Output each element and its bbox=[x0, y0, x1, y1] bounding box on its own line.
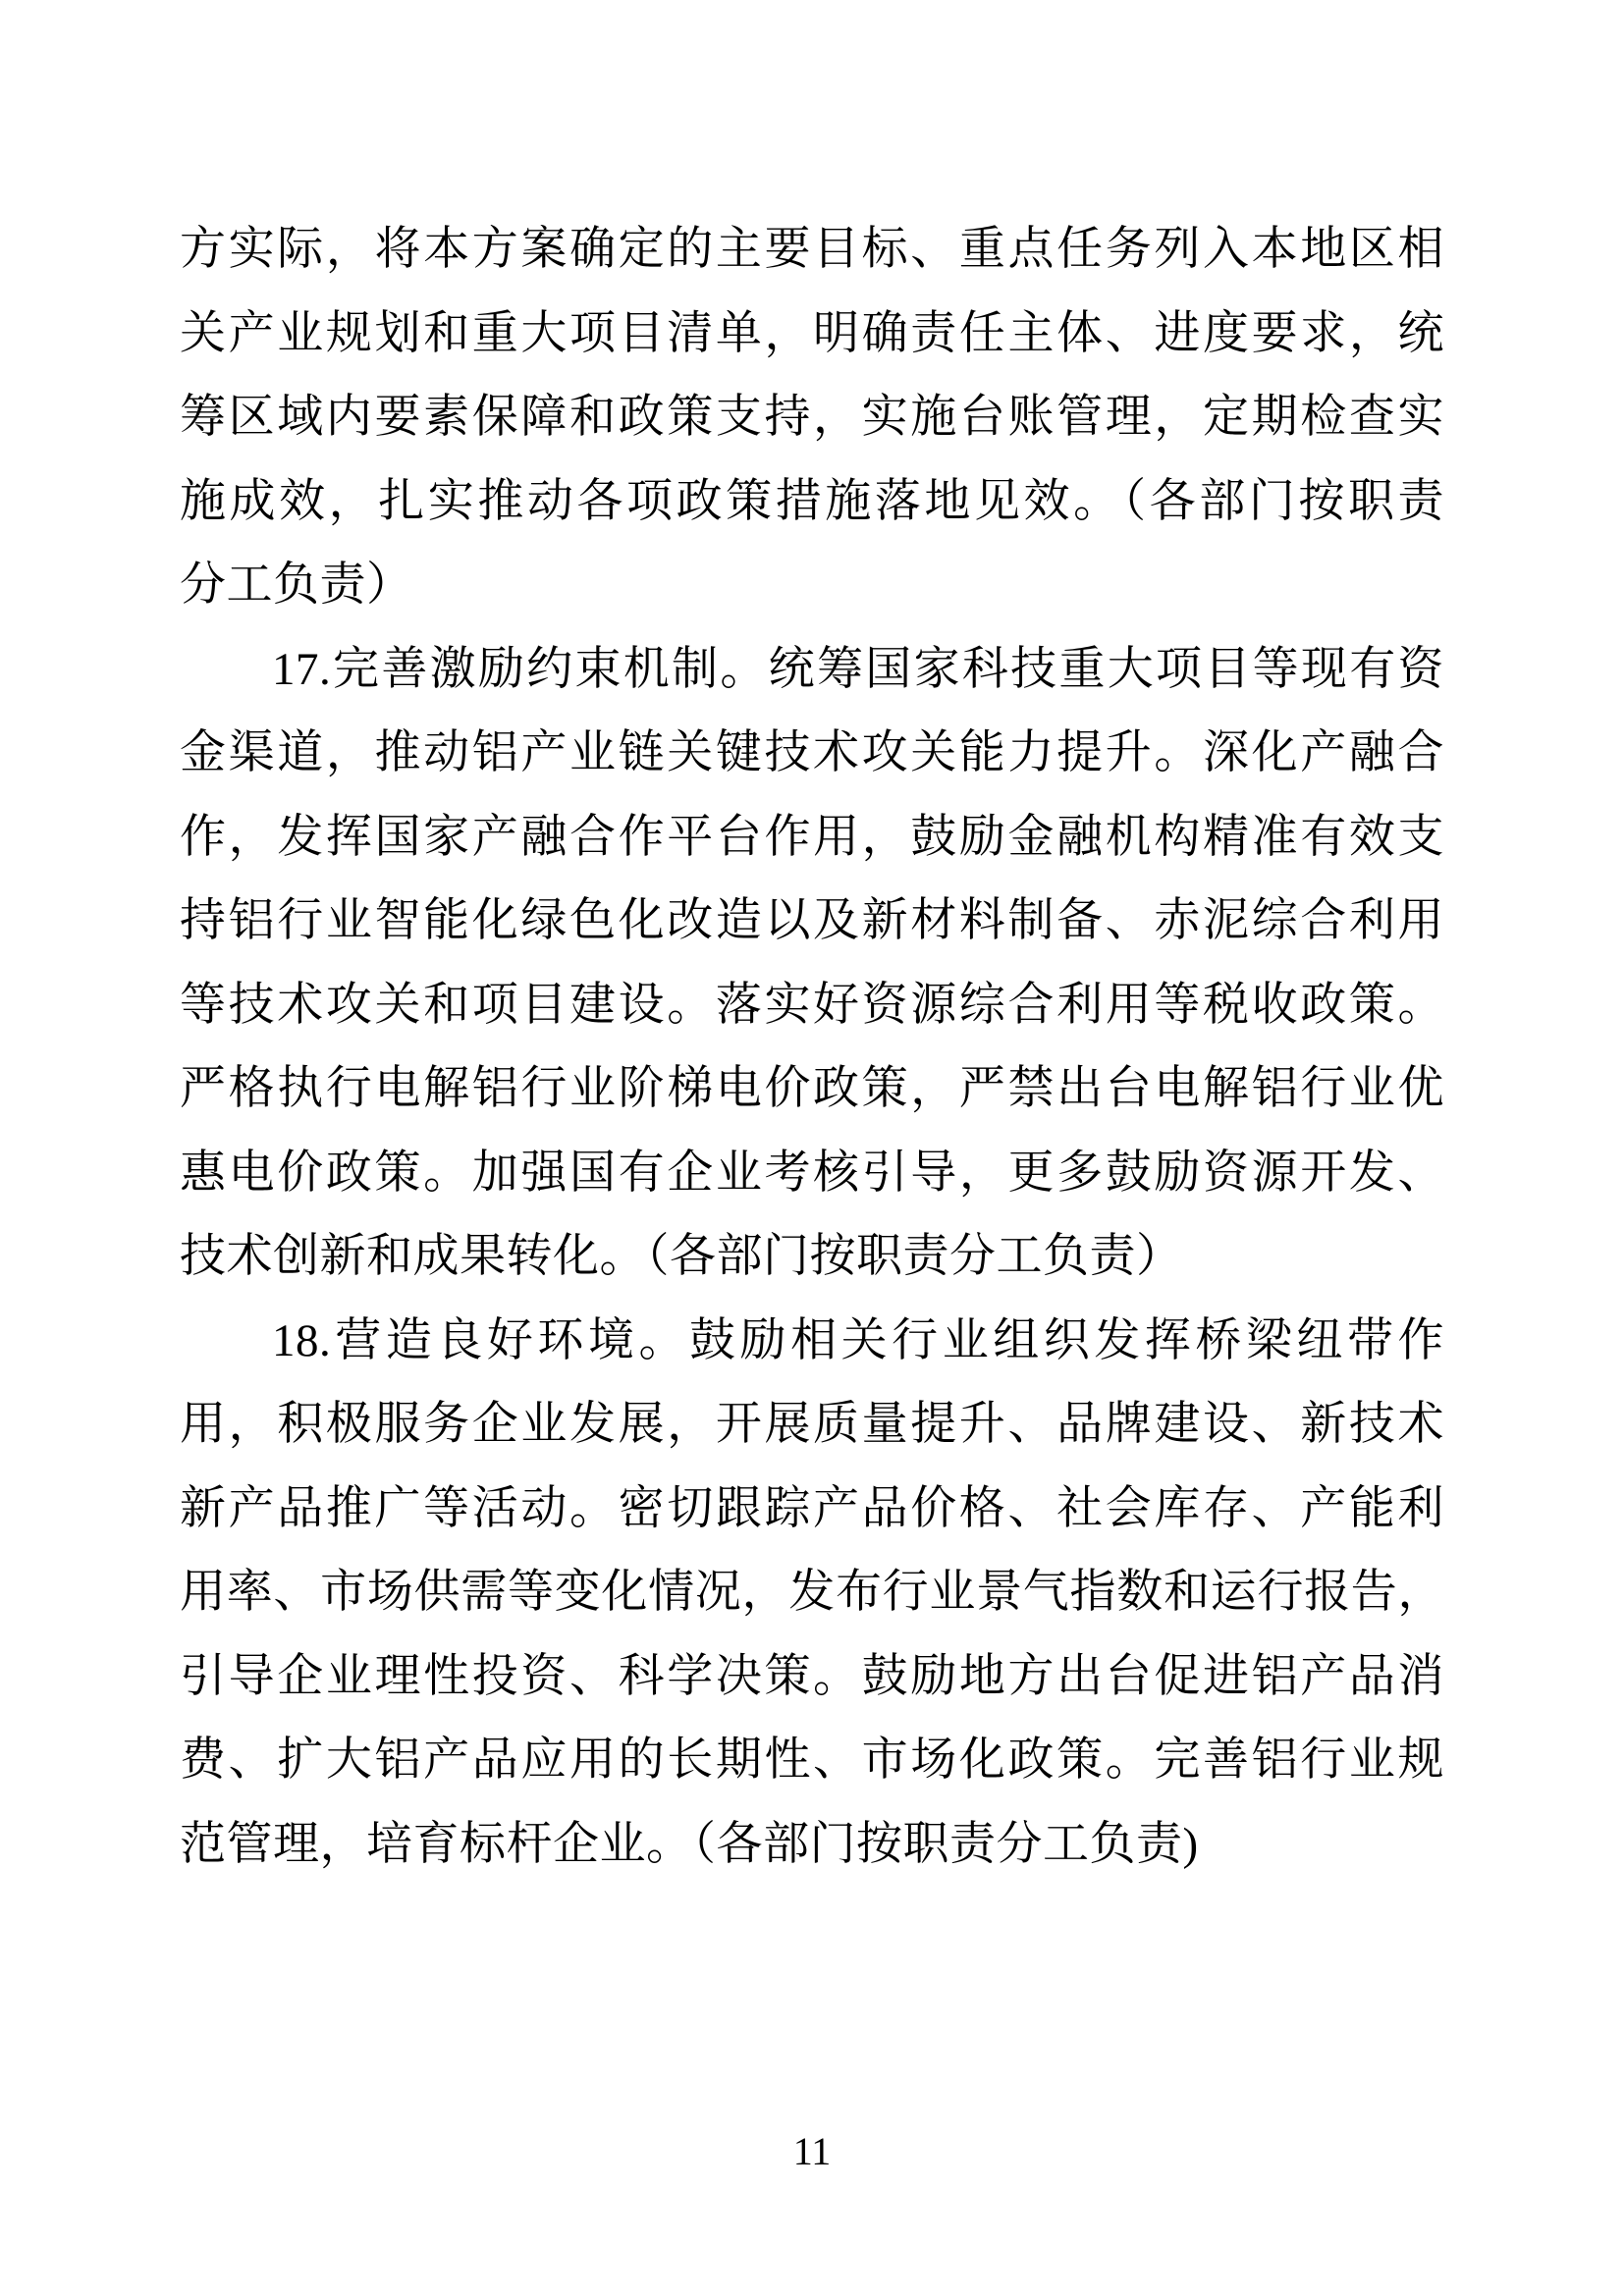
text-line: 新产品推广等活动。密切跟踪产品价格、社会库存、产能利 bbox=[180, 1482, 1444, 1534]
text-line: 技术创新和成果转化。（各部门按职责分工负责） bbox=[180, 1231, 1183, 1282]
text-line: 金渠道，推动铝产业链关键技术攻关能力提升。深化产融合 bbox=[180, 727, 1444, 778]
page-number: 11 bbox=[792, 2129, 832, 2173]
text-line: 方实际，将本方案确定的主要目标、重点任务列入本地区相 bbox=[180, 224, 1444, 275]
document-body bbox=[180, 208, 1444, 1887]
paragraph bbox=[180, 208, 1444, 628]
text-line: 范管理，培育标杆企业。（各部门按职责分工负责) bbox=[180, 1818, 1199, 1870]
text-line: 18.营造良好环境。鼓励相关行业组织发挥桥梁纽带作 bbox=[272, 1314, 1444, 1366]
text-line: 引导企业理性投资、科学决策。鼓励地方出台促进铝产品消 bbox=[180, 1650, 1444, 1702]
text-line: 17.完善激励约束机制。统筹国家科技重大项目等现有资 bbox=[272, 643, 1444, 695]
paragraph bbox=[180, 628, 1444, 1300]
text-line: 用率、市场供需等变化情况，发布行业景气指数和运行报告， bbox=[180, 1567, 1444, 1618]
text-line: 严格执行电解铝行业阶梯电价政策，严禁出台电解铝行业优 bbox=[180, 1063, 1444, 1114]
text-line: 筹区域内要素保障和政策支持，实施台账管理，定期检查实 bbox=[180, 392, 1444, 443]
text-line: 持铝行业智能化绿色化改造以及新材料制备、赤泥综合利用 bbox=[180, 895, 1444, 946]
text-line: 用，积极服务企业发展，开展质量提升、品牌建设、新技术 bbox=[180, 1399, 1444, 1450]
paragraph bbox=[180, 1300, 1444, 1888]
text-line: 关产业规划和重大项目清单，明确责任主体、进度要求，统 bbox=[180, 307, 1444, 359]
text-line: 施成效，扎实推动各项政策措施落地见效。（各部门按职责 bbox=[180, 475, 1444, 527]
text-line: 作，发挥国家产融合作平台作用，鼓励金融机构精准有效支 bbox=[180, 811, 1444, 863]
text-line: 等技术攻关和项目建设。落实好资源综合利用等税收政策。 bbox=[180, 979, 1444, 1031]
text-line: 分工负责） bbox=[180, 560, 413, 611]
text-line: 惠电价政策。加强国有企业考核引导，更多鼓励资源开发、 bbox=[180, 1147, 1444, 1199]
text-line: 费、扩大铝产品应用的长期性、市场化政策。完善铝行业规 bbox=[180, 1735, 1444, 1786]
